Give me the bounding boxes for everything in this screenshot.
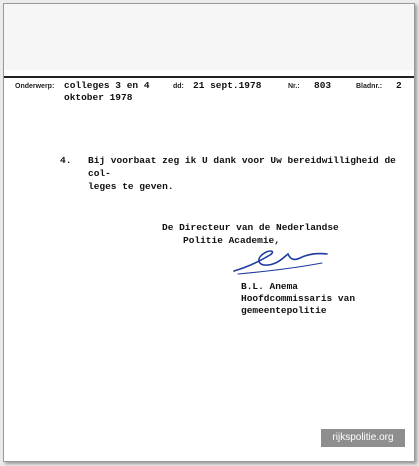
- subject-line-1: colleges 3 en 4: [64, 80, 150, 91]
- date-label-text: dd:: [173, 83, 184, 90]
- page-value: 2: [396, 80, 402, 91]
- number-label: [288, 81, 300, 91]
- paragraph-number: 4.: [60, 155, 72, 166]
- date-label: [173, 81, 184, 91]
- paragraph-line-2: leges te geven.: [88, 181, 174, 192]
- number-label-text: Nr.:: [288, 83, 300, 90]
- paragraph-text: [88, 154, 398, 193]
- header-rule: [4, 76, 414, 78]
- signatory-line-2: Politie Academie,: [183, 235, 280, 246]
- paragraph-line-1: Bij voorbaat zeg ik U dank voor Uw bereidwilligheid de col-: [88, 155, 396, 179]
- signatory-heading: [162, 221, 339, 247]
- page-label: [356, 81, 382, 91]
- site-watermark: rijkspolitie.org: [321, 429, 405, 447]
- signatory-title-1: Hoofdcommissaris van: [241, 293, 356, 304]
- document-page: [3, 3, 415, 462]
- signatory-title-2: gemeentepolitie: [241, 305, 327, 316]
- subject-label: [15, 81, 54, 91]
- page-label-text: Bladnr.:: [356, 83, 383, 90]
- signatory-line-1: De Directeur van de Nederlandse: [162, 222, 339, 233]
- number-value: 803: [314, 80, 332, 91]
- signatory-details: [241, 281, 355, 317]
- signatory-name: B.L. Anema: [241, 281, 299, 292]
- page-top-band: [4, 4, 414, 70]
- subject-label-text: Onderwerp:: [15, 83, 55, 90]
- handwritten-signature: [230, 245, 330, 279]
- date-value: 21 sept.1978: [193, 80, 262, 91]
- subject-line-2: oktober 1978: [64, 92, 133, 103]
